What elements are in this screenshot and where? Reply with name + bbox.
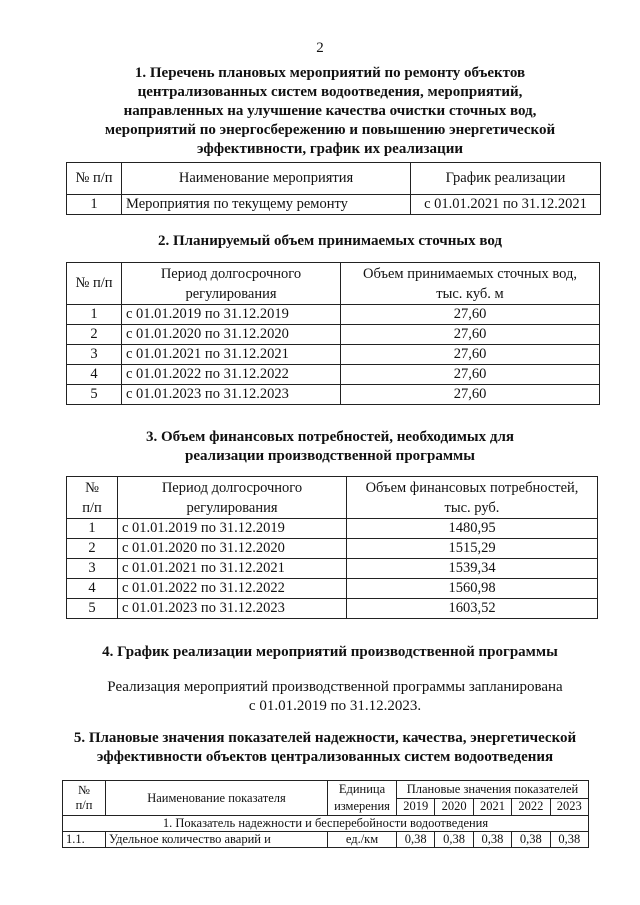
cell-period: с 01.01.2020 по 31.12.2020 bbox=[122, 325, 341, 345]
header-line: п/п bbox=[75, 798, 93, 812]
column-header-unit bbox=[328, 781, 397, 816]
section4-text-line: с 01.01.2019 по 31.12.2023. bbox=[248, 698, 422, 714]
section4-text-line: Реализация мероприятий производственной программы запланирована bbox=[107, 679, 563, 695]
cell-finance: 1480,95 bbox=[347, 519, 598, 539]
section1-title-line: мероприятий по энергосбережению и повышению энергетической bbox=[104, 122, 556, 138]
column-header-finance bbox=[347, 477, 598, 519]
section5-title-line: эффективности объектов централизованных систем водоотведения bbox=[96, 749, 554, 765]
header-line: Объем финансовых потребностей, bbox=[365, 479, 579, 496]
cell-value: 0,38 bbox=[550, 832, 588, 848]
section1-title-line: эффективности, график их реализации bbox=[197, 141, 463, 157]
section1-title-line: централизованных систем водоотведения, мероприятий, bbox=[137, 84, 523, 100]
header-line: тыс. руб. bbox=[444, 499, 500, 516]
cell-value: 0,38 bbox=[435, 832, 473, 848]
column-header-year: 2022 bbox=[512, 798, 550, 816]
column-header-year: 2019 bbox=[397, 798, 435, 816]
section4-text bbox=[70, 678, 600, 716]
header-line: Период долгосрочного bbox=[161, 479, 303, 496]
header-line: измерения bbox=[334, 799, 390, 813]
table-row bbox=[67, 305, 600, 325]
cell-num: 1 bbox=[67, 305, 122, 325]
header-line: Единица bbox=[338, 782, 386, 796]
cell-finance: 1560,98 bbox=[347, 579, 598, 599]
column-header-volume bbox=[341, 263, 600, 305]
cell-num: 4 bbox=[67, 365, 122, 385]
cell-num: 5 bbox=[67, 599, 118, 619]
section5-title-line: 5. Плановые значения показателей надежности, качества, энергетической bbox=[73, 730, 577, 746]
cell-volume: 27,60 bbox=[341, 365, 600, 385]
table-group-row bbox=[63, 816, 589, 832]
cell-num: 3 bbox=[67, 345, 122, 365]
cell-num: 2 bbox=[67, 325, 122, 345]
section4-title: 4. График реализации мероприятий производственной программы bbox=[102, 644, 558, 660]
cell-period: с 01.01.2021 по 31.12.2021 bbox=[118, 559, 347, 579]
header-line: № bbox=[78, 783, 90, 797]
table-row bbox=[67, 579, 598, 599]
section3-table bbox=[66, 476, 598, 619]
column-header-num: № п/п bbox=[67, 163, 122, 195]
cell-period: с 01.01.2019 по 31.12.2019 bbox=[118, 519, 347, 539]
table-row bbox=[67, 195, 601, 215]
cell-volume: 27,60 bbox=[341, 305, 600, 325]
group-row-label: 1. Показатель надежности и бесперебойности водоотведения bbox=[63, 816, 589, 832]
cell-volume: 27,60 bbox=[341, 345, 600, 365]
column-header-year: 2020 bbox=[435, 798, 473, 816]
section1-title-line: 1. Перечень плановых мероприятий по ремонту объектов bbox=[134, 65, 526, 81]
cell-period: с 01.01.2023 по 31.12.2023 bbox=[118, 599, 347, 619]
cell-value: 0,38 bbox=[397, 832, 435, 848]
section1-title-line: направленных на улучшение качества очистки сточных вод, bbox=[123, 103, 537, 119]
cell-num: 3 bbox=[67, 559, 118, 579]
cell-finance: 1515,29 bbox=[347, 539, 598, 559]
header-line: регулирования bbox=[186, 499, 278, 516]
cell-num: 4 bbox=[67, 579, 118, 599]
section1-title bbox=[60, 64, 600, 159]
cell-period: с 01.01.2023 по 31.12.2023 bbox=[122, 385, 341, 405]
cell-period: с 01.01.2022 по 31.12.2022 bbox=[122, 365, 341, 385]
column-header-num: № п/п bbox=[67, 263, 122, 305]
section2-table bbox=[66, 262, 600, 405]
column-header-name: Наименование мероприятия bbox=[122, 163, 411, 195]
column-header-schedule: График реализации bbox=[411, 163, 601, 195]
cell-volume: 27,60 bbox=[341, 325, 600, 345]
section3-title-line: реализации производственной программы bbox=[185, 448, 475, 464]
cell-finance: 1603,52 bbox=[347, 599, 598, 619]
table-row bbox=[63, 832, 589, 848]
cell-period: с 01.01.2021 по 31.12.2021 bbox=[122, 345, 341, 365]
page-number: 2 bbox=[316, 40, 324, 56]
table-header-row bbox=[67, 163, 601, 195]
table-header-row bbox=[63, 781, 589, 799]
column-header-period bbox=[118, 477, 347, 519]
table-row bbox=[67, 385, 600, 405]
table-row bbox=[67, 539, 598, 559]
cell-name: Мероприятия по текущему ремонту bbox=[122, 195, 411, 215]
column-header-period bbox=[122, 263, 341, 305]
header-line: Период долгосрочного bbox=[160, 265, 302, 282]
header-line: Объем принимаемых сточных вод, bbox=[363, 265, 577, 282]
cell-num: 5 bbox=[67, 385, 122, 405]
cell-num: 1.1. bbox=[63, 832, 106, 848]
column-header-name: Наименование показателя bbox=[106, 781, 328, 816]
section5-table bbox=[62, 780, 589, 848]
cell-num: 2 bbox=[67, 539, 118, 559]
cell-name: Удельное количество аварий и bbox=[106, 832, 328, 848]
header-line: № bbox=[85, 479, 99, 496]
column-header-num bbox=[63, 781, 106, 816]
table-row bbox=[67, 345, 600, 365]
column-header-plan: Плановые значения показателей bbox=[397, 781, 589, 799]
table-header-row bbox=[67, 477, 598, 519]
cell-unit: ед./км bbox=[328, 832, 397, 848]
cell-num: 1 bbox=[67, 519, 118, 539]
section1-table bbox=[66, 162, 601, 215]
section3-title-line: 3. Объем финансовых потребностей, необходимых для bbox=[145, 429, 515, 445]
table-row bbox=[67, 365, 600, 385]
cell-num: 1 bbox=[67, 195, 122, 215]
table-row bbox=[67, 519, 598, 539]
cell-schedule: с 01.01.2021 по 31.12.2021 bbox=[411, 195, 601, 215]
cell-value: 0,38 bbox=[473, 832, 511, 848]
column-header-year: 2023 bbox=[550, 798, 588, 816]
cell-finance: 1539,34 bbox=[347, 559, 598, 579]
column-header-num bbox=[67, 477, 118, 519]
cell-period: с 01.01.2022 по 31.12.2022 bbox=[118, 579, 347, 599]
section3-title bbox=[60, 428, 600, 466]
table-row bbox=[67, 559, 598, 579]
header-line: тыс. куб. м bbox=[436, 285, 504, 302]
table-header-row bbox=[67, 263, 600, 305]
table-row bbox=[67, 325, 600, 345]
header-line: п/п bbox=[82, 499, 102, 516]
table-row bbox=[67, 599, 598, 619]
cell-period: с 01.01.2020 по 31.12.2020 bbox=[118, 539, 347, 559]
cell-volume: 27,60 bbox=[341, 385, 600, 405]
column-header-year: 2021 bbox=[473, 798, 511, 816]
section5-title bbox=[30, 729, 620, 767]
header-line: регулирования bbox=[185, 285, 277, 302]
section2-title: 2. Планируемый объем принимаемых сточных вод bbox=[157, 233, 503, 249]
cell-period: с 01.01.2019 по 31.12.2019 bbox=[122, 305, 341, 325]
cell-value: 0,38 bbox=[512, 832, 550, 848]
